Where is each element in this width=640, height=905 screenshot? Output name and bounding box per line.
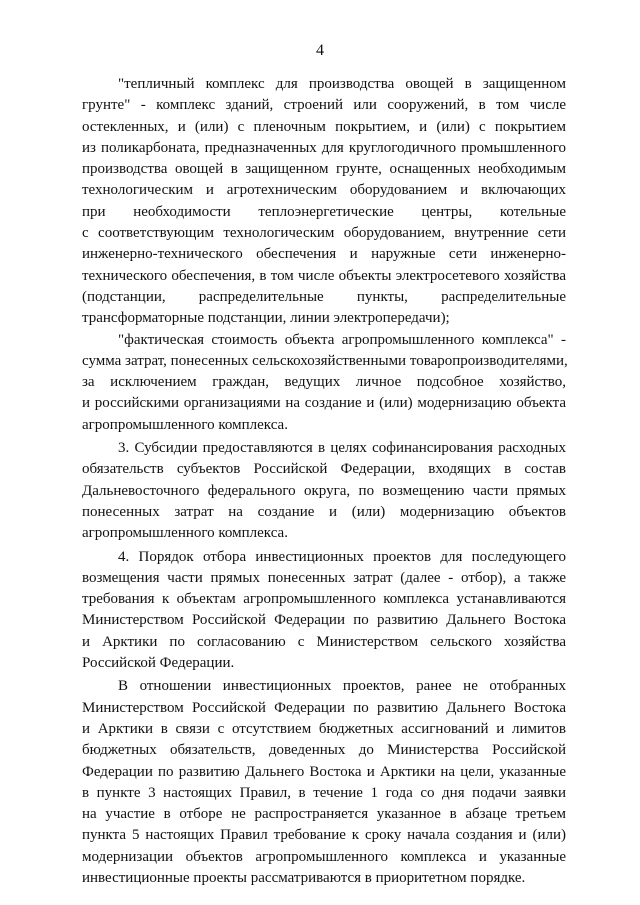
text-line: сумма затрат, понесенных сельскохозяйственными товаропроизводителями, bbox=[82, 352, 568, 369]
text-line: "фактическая стоимость объекта агропромышленного комплекса" - bbox=[118, 331, 566, 348]
text-line: и Арктики в связи с отсутствием бюджетных ассигнований и лимитов bbox=[82, 720, 566, 737]
text-line: требования к объектам агропромышленного комплекса устанавливаются bbox=[82, 591, 566, 608]
text-line: в пункте 3 настоящих Правил, в течение 1 года со дня подачи заявки bbox=[82, 784, 566, 801]
text-line: В отношении инвестиционных проектов, ранее не отобранных bbox=[118, 678, 566, 695]
text-line: грунте" - комплекс зданий, строений или сооружений, в том числе bbox=[82, 97, 566, 114]
paragraph-item-4 bbox=[82, 547, 566, 675]
paragraph-not-selected-projects bbox=[82, 676, 566, 889]
text-line: Федерации по развитию Дальнего Востока и Арктики на цели, указанные bbox=[82, 763, 566, 780]
text-line: на участие в отборе не распространяется указанное в абзаце третьем bbox=[82, 806, 566, 823]
text-line: Министерством Российской Федерации по развитию Дальнего Востока bbox=[82, 699, 566, 716]
text-line: и Арктики по согласованию с Министерством сельского хозяйства bbox=[82, 633, 566, 650]
text-line: модернизации объектов агропромышленного комплекса и указанные bbox=[82, 848, 566, 865]
text-line: трансформаторные подстанции, линии электропередачи); bbox=[82, 310, 450, 327]
paragraph-item-3 bbox=[82, 438, 566, 544]
text-line: бюджетных обязательств, доведенных до Министерства Российской bbox=[82, 742, 566, 759]
text-line: за исключением граждан, ведущих личное подсобное хозяйство, bbox=[82, 374, 566, 391]
text-line: понесенных затрат на создание и (или) модернизацию объектов bbox=[82, 503, 566, 520]
text-line: "тепличный комплекс для производства овощей в защищенном bbox=[118, 76, 566, 92]
text-line: Министерством Российской Федерации по развитию Дальнего Востока bbox=[82, 612, 566, 629]
text-line: с соответствующим технологическим оборудованием, внутренние сети bbox=[82, 225, 566, 242]
paragraph-greenhouse-definition bbox=[82, 74, 566, 330]
text-line: производства овощей в защищенном грунте, оснащенных необходимым bbox=[82, 161, 566, 178]
text-line: технологическим и агротехническим оборудованием и включающих bbox=[82, 182, 566, 199]
text-line: остекленных, и (или) с пленочным покрытием, и (или) с покрытием bbox=[82, 118, 566, 135]
text-line: инженерно-технического обеспечения и наружные сети инженерно- bbox=[82, 246, 566, 263]
text-line: пункта 5 настоящих Правил требование к сроку начала создания и (или) bbox=[82, 827, 566, 844]
text-line: и российскими организациями на создание и (или) модернизацию объекта bbox=[82, 395, 566, 412]
text-line: технического обеспечения, в том числе объекты электросетевого хозяйства bbox=[82, 267, 566, 284]
text-line: агропромышленного комплекса. bbox=[82, 525, 288, 542]
text-line: Дальневосточного федерального округа, по возмещению части прямых bbox=[82, 482, 566, 499]
text-line: 4. Порядок отбора инвестиционных проектов для последующего bbox=[118, 548, 566, 565]
text-line: 3. Субсидии предоставляются в целях софинансирования расходных bbox=[118, 440, 566, 457]
text-line: инвестиционные проекты рассматриваются в приоритетном порядке. bbox=[82, 869, 526, 886]
paragraph-actual-cost-definition bbox=[82, 330, 566, 436]
text-line: возмещения части прямых понесенных затрат (далее - отбор), а также bbox=[82, 569, 566, 586]
text-line: Российской Федерации. bbox=[82, 655, 235, 672]
text-line: из поликарбоната, предназначенных для круглогодичного промышленного bbox=[82, 139, 566, 156]
text-line: обязательств субъектов Российской Федерации, входящих в состав bbox=[82, 461, 566, 478]
text-line: (подстанции, распределительные пункты, распределительные bbox=[82, 288, 566, 305]
text-line: агропромышленного комплекса. bbox=[82, 416, 288, 433]
page-number: 4 bbox=[316, 42, 324, 59]
text-line: при необходимости теплоэнергетические центры, котельные bbox=[82, 203, 566, 220]
document-body bbox=[82, 74, 566, 889]
